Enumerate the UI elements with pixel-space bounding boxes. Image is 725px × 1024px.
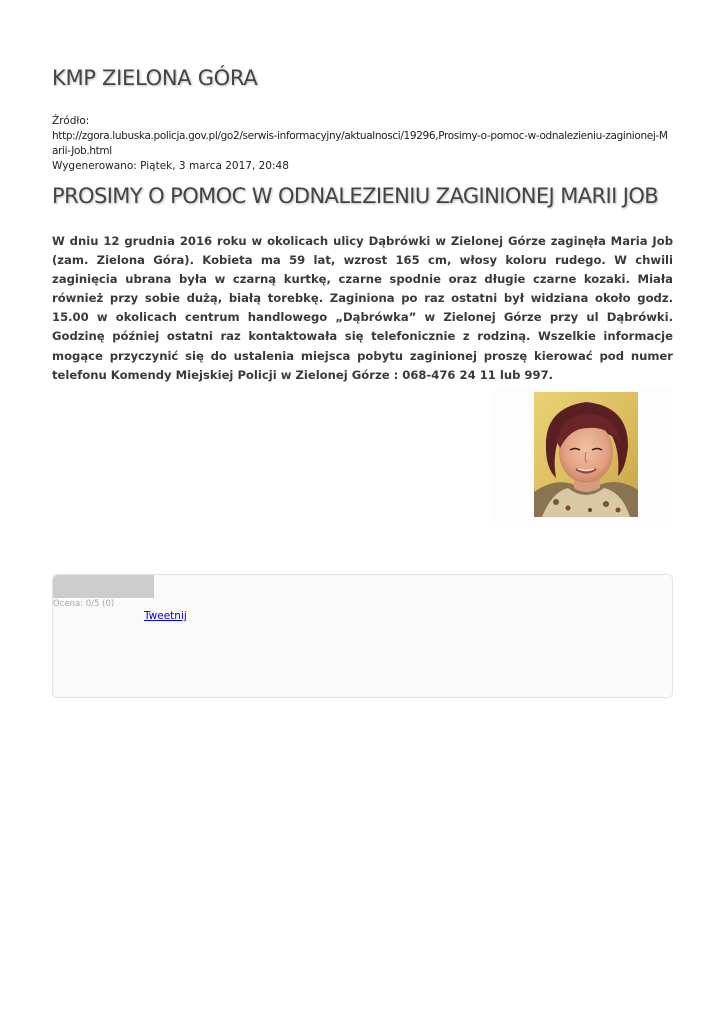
- missing-person-photo: [534, 392, 638, 517]
- source-label: Źródło:: [52, 115, 90, 127]
- tweet-link[interactable]: Tweetnij: [144, 610, 187, 622]
- missing-person-photo-frame: [494, 389, 672, 527]
- generated-date: Wygenerowano: Piątek, 3 marca 2017, 20:48: [52, 160, 289, 172]
- rating-box: [52, 574, 673, 698]
- article-title: PROSIMY O POMOC W ODNALEZIENIU ZAGINIONEJ MARII JOB: [52, 184, 659, 208]
- site-title: KMP ZIELONA GÓRA: [52, 66, 258, 90]
- article-body: W dniu 12 grudnia 2016 roku w okolicach ulicy Dąbrówki w Zielonej Górze zaginęła Maria Job (zam. Zielona Góra). Kobieta ma 59 lat, wzrost 165 cm, włosy koloru rudego. W chwili zaginięcia ubrana była w czarną kurtkę, czarne spodnie oraz długie czarne kozaki. Miała również przy sobie dużą, białą torebkę. Zaginiona po raz ostatni był widziana około godz. 15.00 w okolicach centrum handlowego „Dąbrówka” w Zielonej Górze przy ul Dąbrówki. Godzinę później ostatni raz kontaktowała się telefonicznie z rodziną. Wszelkie informacje mogące przyczynić się do ustalenia miejsca pobytu zaginionej proszę kierować pod numer telefonu Komendy Miejskiej Policji w Zielonej Górze : 068-476 24 11 lub 997.: [52, 234, 673, 382]
- rating-text: Ocena: 0/5 (0): [53, 599, 115, 609]
- rating-bar[interactable]: [53, 575, 154, 598]
- source-url: http://zgora.lubuska.policja.gov.pl/go2/serwis-informacyjny/aktualnosci/19296,Prosimy-o-pomoc-w-odnalezieniu-zaginionej-Marii-Job.html: [52, 130, 668, 157]
- source-meta: [52, 114, 673, 174]
